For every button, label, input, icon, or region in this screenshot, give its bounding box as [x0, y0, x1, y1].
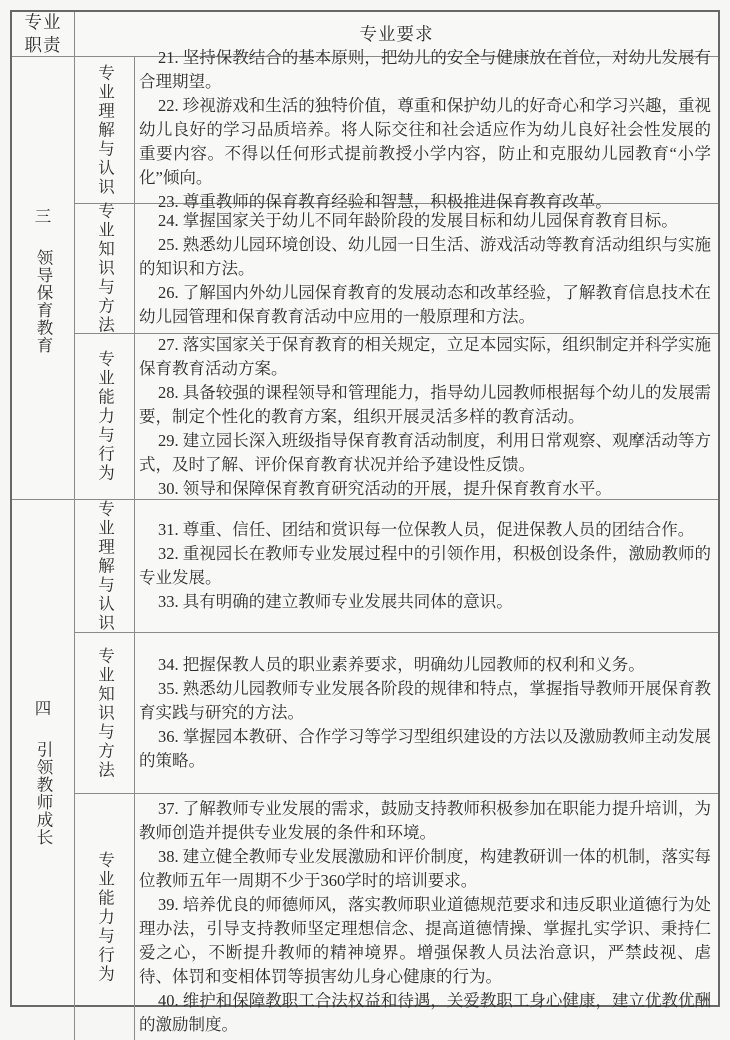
subcategory-cell [75, 633, 135, 794]
requirement-item: 34. 把握保教人员的职业素养要求，明确幼儿园教师的权利和义务。 [157, 655, 645, 674]
subcategory-label: 专业理解与认识 [95, 63, 115, 197]
header-requirement-label: 专业要求 [359, 23, 434, 44]
header-cell-duty [12, 12, 75, 57]
requirement-item: 25. 熟悉幼儿园环境创设、幼儿园一日生活、游戏活动等教育活动组织与实施的知识和方法。 [139, 234, 711, 278]
requirements-cell [135, 334, 718, 500]
requirement-item: 39. 培养优良的师德师风，落实教师职业道德规范要求和违反职业道德行为处理办法，引导支持教师坚定理想信念、提高道德情操、掌握扎实学识、秉持仁爱之心，不断提升教师的精神境界。增强保教人员法治意识，严禁歧视、虐待、体罚和变相体罚等损害幼儿身心健康的行为。 [139, 895, 711, 986]
subcategory-label: 专业理解与认识 [95, 499, 115, 633]
requirement-item: 31. 尊重、信任、团结和赏识每一位保教人员，促进保教人员的团结合作。 [157, 520, 695, 539]
requirement-item: 21. 坚持保教结合的基本原则，把幼儿的安全与健康放在首位，对幼儿发展有合理期望。 [139, 48, 711, 91]
requirement-item: 30. 领导和保障保育教育研究活动的开展，提升保育教育水平。 [157, 478, 612, 498]
requirement-item: 32. 重视园长在教师专业发展过程中的引领作用，积极创设条件，激励教师的专业发展。 [139, 544, 711, 587]
subcategory-cell [75, 204, 135, 334]
requirements-cell [135, 633, 718, 794]
requirement-item: 40. 维护和保障教职工合法权益和待遇，关爱教职工身心健康，建立优教优酬的激励制度。 [139, 991, 711, 1034]
section-number: 四 [34, 698, 52, 718]
subcategory-label: 专业知识与方法 [95, 646, 115, 780]
requirement-item: 22. 珍视游戏和生活的独特价值，尊重和保护幼儿的好奇心和学习兴趣，重视幼儿良好的学习品质培养。将人际交往和社会适应作为幼儿良好社会性发展的重要内容。不得以任何形式提前教授小学内容，防止和克服幼儿园教育“小学化”倾向。 [139, 96, 711, 187]
requirements-cell [135, 794, 718, 1040]
requirements-cell [135, 500, 718, 633]
section-title: 领导保育教育 [34, 248, 53, 354]
requirements-cell [135, 204, 718, 334]
requirement-item: 36. 掌握园本教研、合作学习等学习型组织建设的方法以及激励教师主动发展的策略。 [139, 727, 711, 770]
subcategory-cell [75, 57, 135, 204]
standards-table [10, 10, 720, 1034]
section-cell-3 [12, 57, 75, 500]
requirement-item: 35. 熟悉幼儿园教师专业发展各阶段的规律和特点，掌握指导教师开展保育教育实践与研究的方法。 [139, 679, 711, 722]
requirement-item: 26. 了解国内外幼儿园保育教育的发展动态和改革经验，了解教育信息技术在幼儿园管理和保育教育活动中应用的一般原理和方法。 [139, 282, 711, 326]
requirement-item: 33. 具有明确的建立教师专业发展共同体的意识。 [157, 592, 513, 611]
section-number: 三 [34, 206, 52, 226]
requirement-item: 37. 了解教师专业发展的需求，鼓励支持教师积极参加在职能力提升培训，为教师创造并提供专业发展的条件和环境。 [139, 799, 711, 842]
requirement-item: 23. 尊重教师的保育教育经验和智慧，积极推进保育教育改革。 [157, 192, 612, 211]
header-duty-label: 专业职责 [24, 12, 62, 55]
requirement-item: 29. 建立园长深入班级指导保育教育活动制度，利用日常观察、观摩活动等方式，及时了解、评价保育教育状况并给予建设性反馈。 [139, 430, 711, 474]
subcategory-label: 专业能力与行为 [95, 850, 115, 984]
subcategory-label: 专业知识与方法 [95, 202, 115, 335]
subcategory-cell [75, 794, 135, 1040]
subcategory-cell [75, 500, 135, 633]
requirement-item: 27. 落实国家关于保育教育的相关规定，立足本园实际，组织制定并科学实施保育教育活动方案。 [139, 334, 711, 378]
section-title: 引领教师成长 [34, 740, 53, 846]
requirement-item: 38. 建立健全教师专业发展激励和评价制度，构建教研训一体的机制，落实每位教师五年一周期不少于360学时的培训要求。 [139, 847, 711, 890]
requirements-cell [135, 48, 718, 211]
requirement-item: 24. 掌握国家关于幼儿不同年龄阶段的发展目标和幼儿园保育教育目标。 [157, 210, 678, 230]
requirement-item: 28. 具备较强的课程领导和管理能力，指导幼儿园教师根据每个幼儿的发展需要，制定个性化的教育方案，组织开展灵活多样的教育活动。 [139, 382, 711, 426]
section-cell-4 [12, 500, 75, 1040]
subcategory-label: 专业能力与行为 [95, 350, 115, 483]
subcategory-cell [75, 334, 135, 500]
